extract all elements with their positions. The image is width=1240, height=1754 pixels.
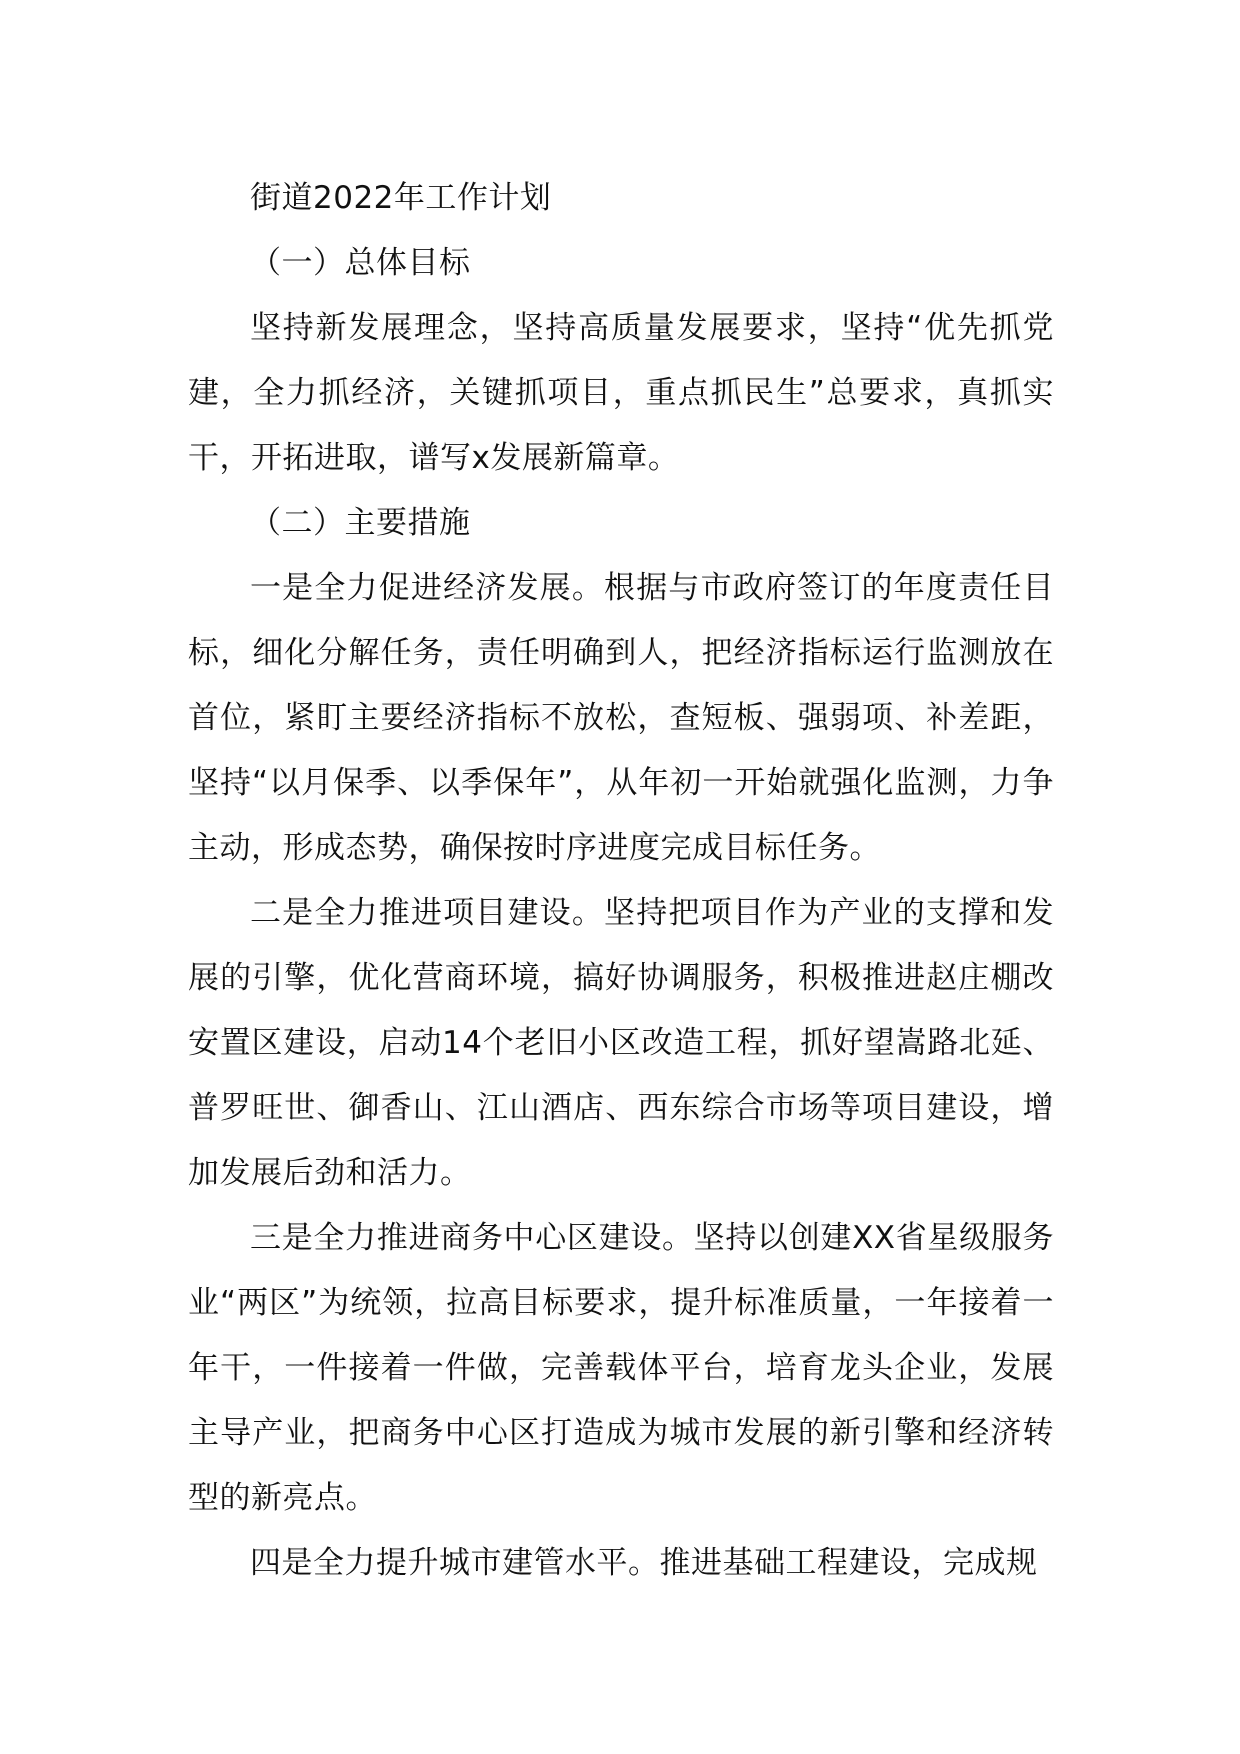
- document-title: 街道2022年工作计划: [250, 180, 552, 216]
- paragraph-measure-urban-management: 四是全力提升城市建管水平。推进基础工程建设，完成规: [250, 1545, 1038, 1581]
- paragraph-measure-economy: 一是全力促进经济发展。根据与市政府签订的年度责任目标，细化分解任务，责任明确到人，把经济指标运行监测放在首位，紧盯主要经济指标不放松，查短板、强弱项、补差距，坚持“以月保季、以季保年”，从年初一开始就强化监测，力争主动，形成态势，确保按时序进度完成目标任务。: [188, 570, 1054, 866]
- paragraph-overall-goal: 坚持新发展理念，坚持高质量发展要求，坚持“优先抓党建，全力抓经济，关键抓项目，重点抓民生”总要求，真抓实干，开拓进取，谱写x发展新篇章。: [188, 310, 1054, 476]
- document-body: [188, 166, 1054, 1596]
- paragraph-measure-projects: 二是全力推进项目建设。坚持把项目作为产业的支撑和发展的引擎，优化营商环境，搞好协调服务，积极推进赵庄棚改安置区建设，启动14个老旧小区改造工程，抓好望嵩路北延、普罗旺世、御香山、江山酒店、西东综合市场等项目建设，增加发展后劲和活力。: [188, 895, 1054, 1191]
- section-heading-main-measures: （二）主要措施: [250, 505, 471, 541]
- paragraph-measure-business-district: 三是全力推进商务中心区建设。坚持以创建XX省星级服务业“两区”为统领，拉高目标要求，提升标准质量，一年接着一年干，一件接着一件做，完善载体平台，培育龙头企业，发展主导产业，把商务中心区打造成为城市发展的新引擎和经济转型的新亮点。: [188, 1220, 1054, 1516]
- section-heading-overall-goal: （一）总体目标: [250, 245, 471, 281]
